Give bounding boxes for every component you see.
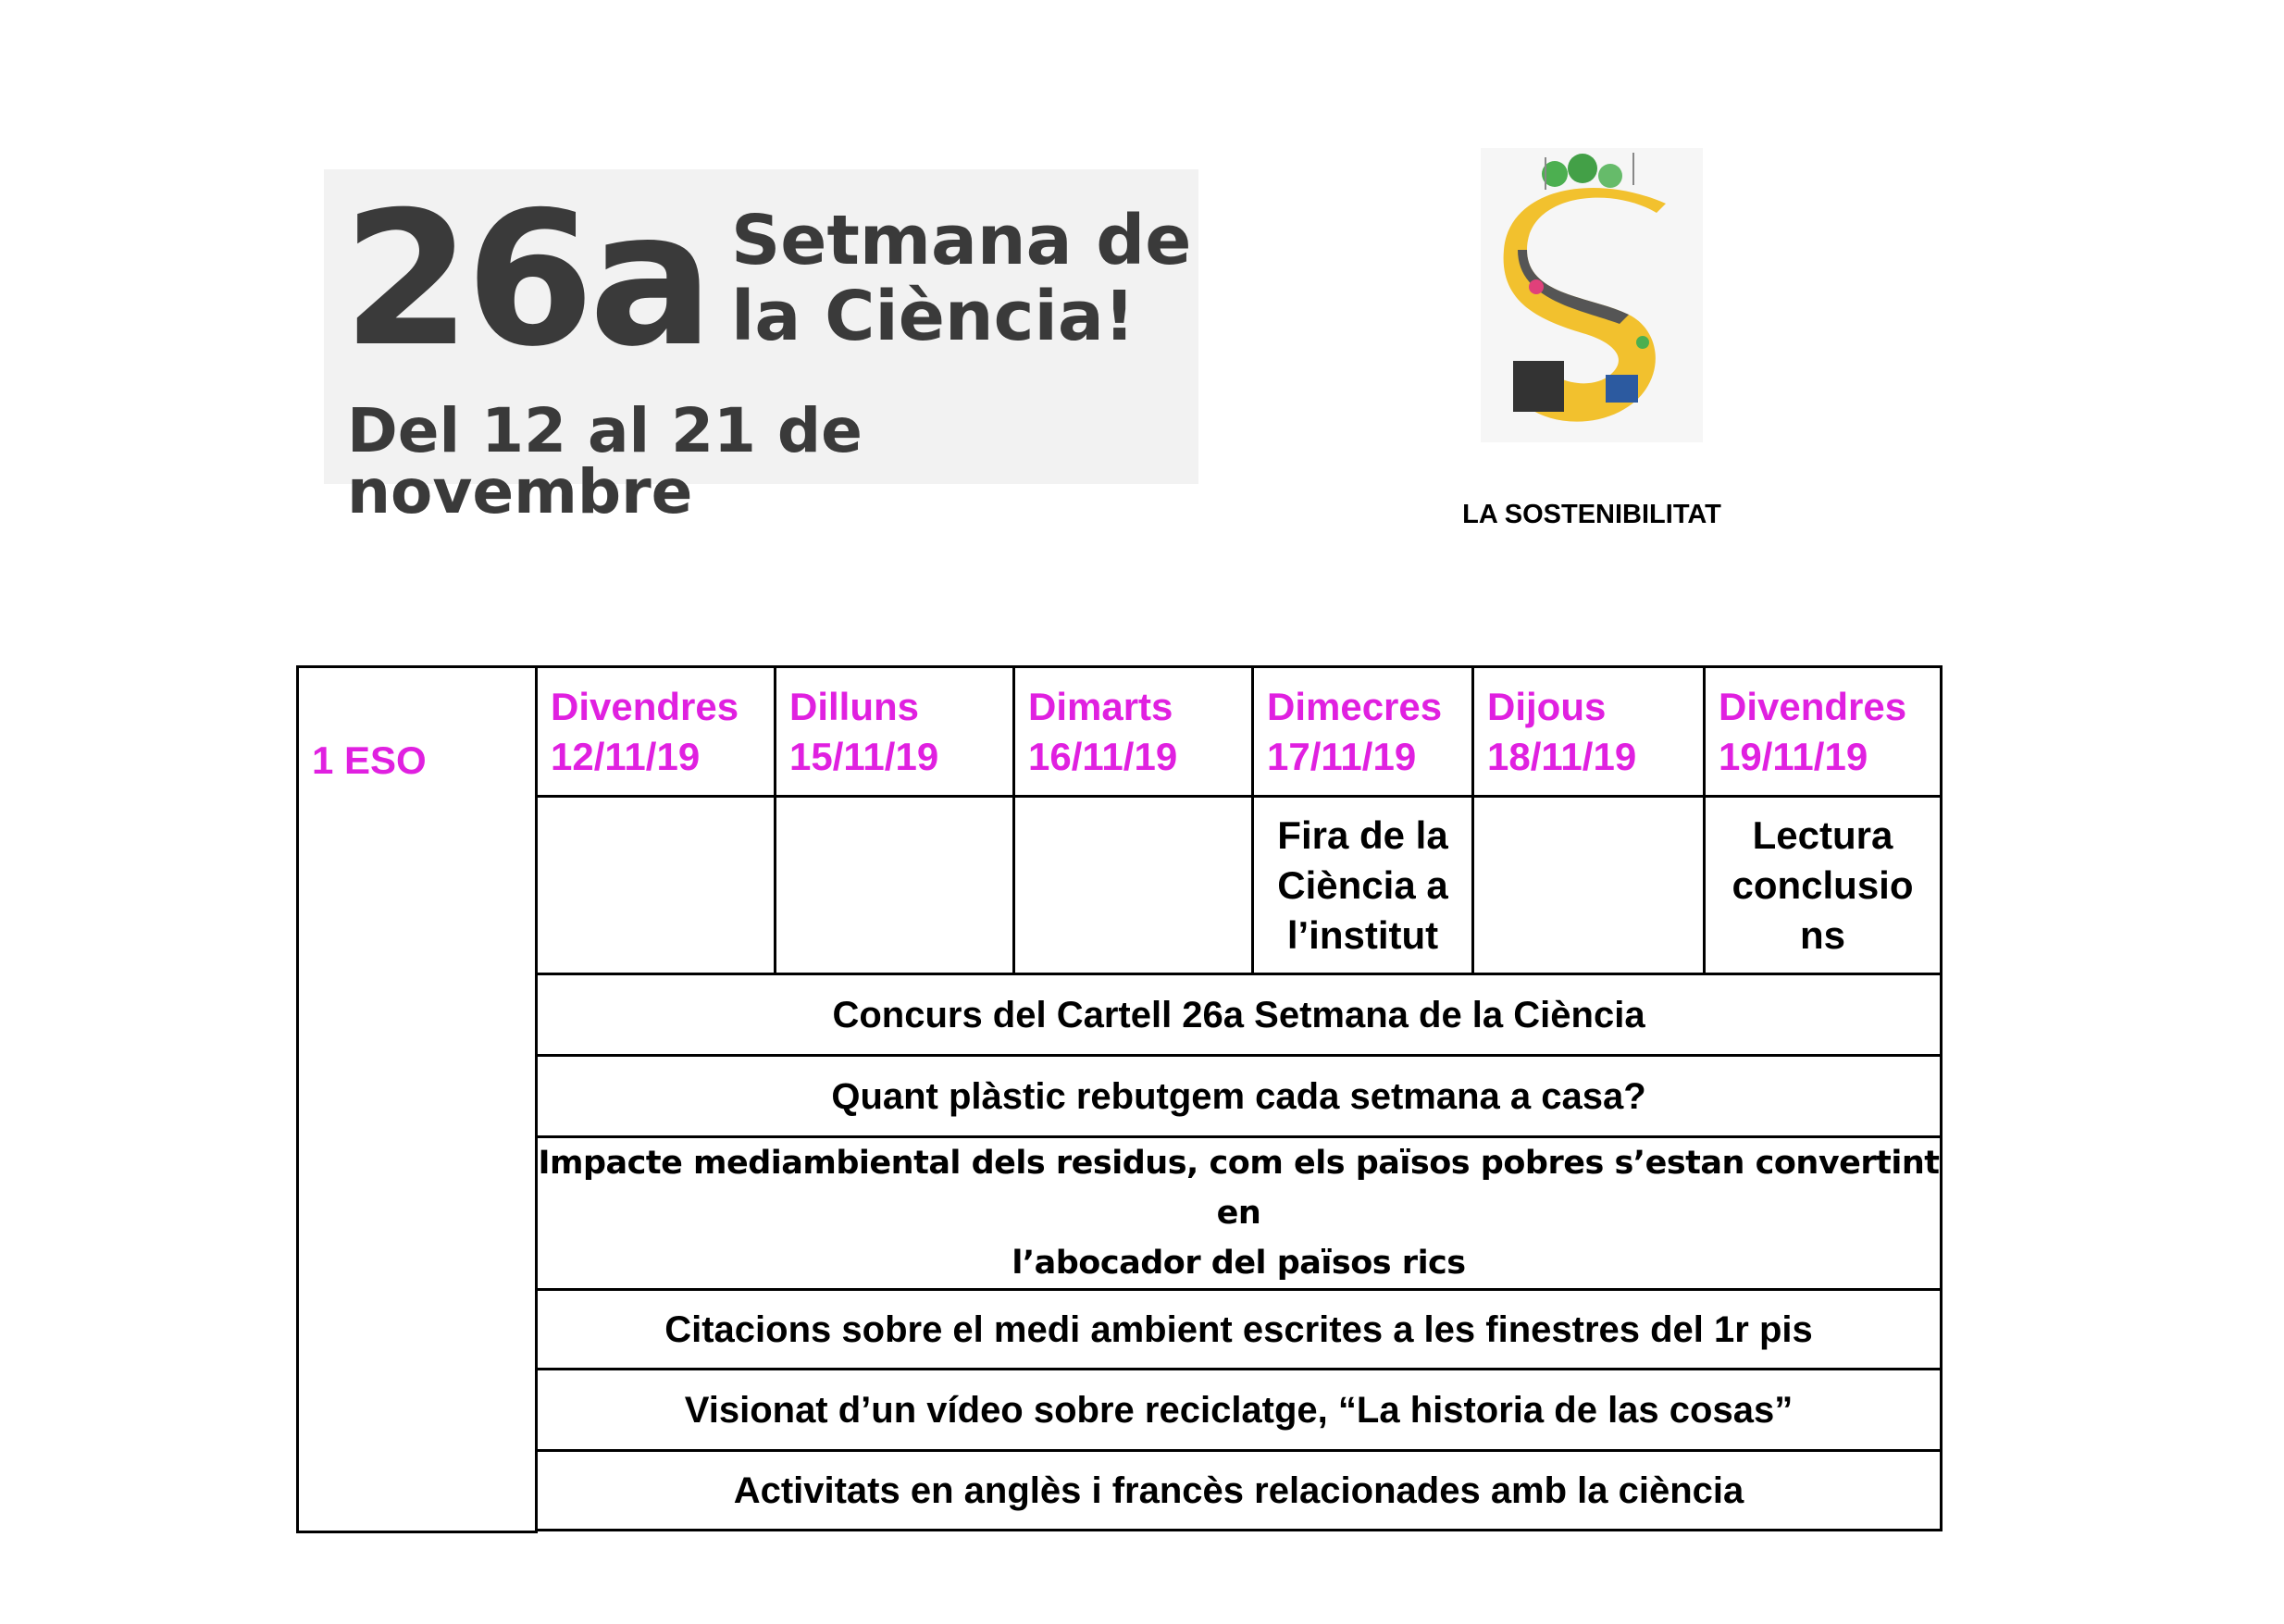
day-date: 16/11/19 <box>1028 734 1178 778</box>
schedule-table <box>296 665 1943 1533</box>
event-cell-empty <box>1473 797 1705 974</box>
banner-title-line1: Setmana de <box>731 201 1192 280</box>
activity-row <box>298 1451 1942 1531</box>
event-cell-science-fair <box>1253 797 1473 974</box>
event-line: Ciència a <box>1277 862 1448 907</box>
day-name: Dimarts <box>1028 684 1173 728</box>
event-cell-conclusions <box>1705 797 1942 974</box>
activity-cell: Concurs del Cartell 26a Setmana de la Ciència <box>537 974 1942 1056</box>
activity-cell <box>537 1137 1942 1290</box>
day-name: Dimecres <box>1267 684 1443 728</box>
day-header <box>1014 667 1253 797</box>
sustainability-s-icon <box>1481 148 1703 442</box>
logo-caption: LA SOSTENIBILITAT <box>1462 500 1721 529</box>
grade-label: 1 ESO <box>298 667 537 1532</box>
event-cell-empty <box>776 797 1014 974</box>
activity-line: l’abocador del països rics <box>1012 1245 1466 1282</box>
day-date: 17/11/19 <box>1267 734 1417 778</box>
day-header <box>1473 667 1705 797</box>
day-date: 19/11/19 <box>1719 734 1868 778</box>
day-date: 18/11/19 <box>1487 734 1637 778</box>
day-header <box>537 667 776 797</box>
day-header <box>1253 667 1473 797</box>
day-events-row <box>298 797 1942 974</box>
day-name: Dijous <box>1487 684 1607 728</box>
activity-row <box>298 1290 1942 1370</box>
banner-dates: Del 12 al 21 de novembre <box>347 395 863 527</box>
day-name: Divendres <box>1719 684 1907 728</box>
header-row <box>298 667 1942 797</box>
day-name: Dilluns <box>789 684 920 728</box>
banner-title-line2: la Ciència! <box>731 277 1136 356</box>
event-line: conclusio <box>1732 862 1914 907</box>
activity-row <box>298 974 1942 1056</box>
activity-line: Impacte mediambiental dels residus, com els països pobres s’estan convertint en <box>538 1145 1940 1232</box>
event-line: Lectura <box>1752 812 1893 857</box>
event-line: l’institut <box>1286 912 1439 957</box>
activity-row <box>298 1370 1942 1451</box>
activity-cell: Quant plàstic rebutgem cada setmana a casa? <box>537 1056 1942 1137</box>
day-header <box>1705 667 1942 797</box>
sustainability-logo <box>1481 148 1703 442</box>
activity-cell: Citacions sobre el medi ambient escrites a les finestres del 1r pis <box>537 1290 1942 1370</box>
event-cell-empty <box>537 797 776 974</box>
science-week-banner <box>324 169 1198 527</box>
activity-row <box>298 1056 1942 1137</box>
event-line: Fira de la <box>1277 812 1448 857</box>
day-date: 12/11/19 <box>551 734 701 778</box>
edition-number: 26a <box>342 172 709 388</box>
event-line: ns <box>1799 912 1845 957</box>
activity-cell: Activitats en anglès i francès relacionades amb la ciència <box>537 1451 1942 1531</box>
event-cell-empty <box>1014 797 1253 974</box>
day-name: Divendres <box>551 684 739 728</box>
day-date: 15/11/19 <box>789 734 939 778</box>
day-header <box>776 667 1014 797</box>
activity-row <box>298 1137 1942 1290</box>
activity-cell: Visionat d’un vídeo sobre reciclatge, “La historia de las cosas” <box>537 1370 1942 1451</box>
